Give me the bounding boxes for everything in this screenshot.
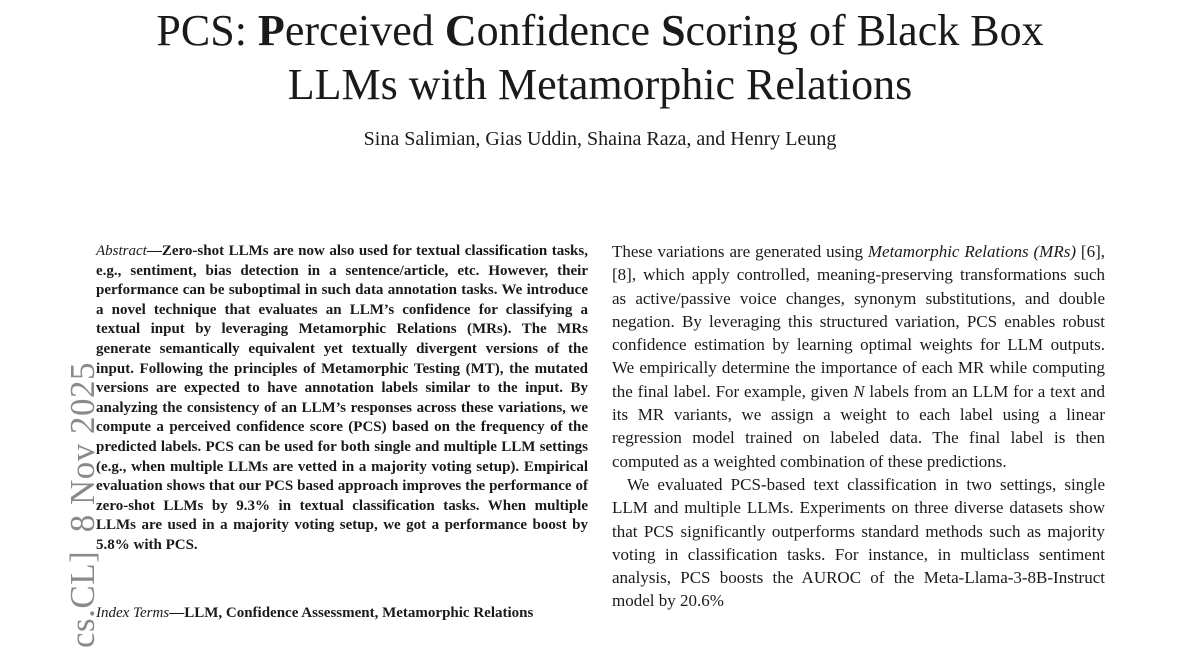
author-list: Sina Salimian, Gias Uddin, Shaina Raza, and Henry Leung (363, 128, 837, 150)
abstract-lead: Abstract (96, 243, 147, 259)
paper-title (0, 4, 1200, 112)
arxiv-side-stamp: cs.CL] 8 Nov 2025 (63, 361, 102, 648)
right-column (612, 240, 1105, 613)
abstract-body: Zero-shot LLMs are now also used for textual classification tasks, e.g., sentiment, bias detection in a sentence/article, etc. However, their performance can be suboptimal in such data annotation tasks. We introduce a novel technique that evaluates an LLM’s confidence for classifying a textual input by leveraging Metamorphic Relations (MRs). The MRs generate semantically equivalent yet textually divergent versions of the input. Following the principles of Metamorphic Testing (MT), the mutated versions are expected to have annotation labels similar to the input. By analyzing the consistency of an LLM’s responses across these variations, we compute a perceived confidence score (PCS) based on the frequency of the predicted labels. PCS can be used for both single and multiple LLM settings (e.g., when multiple LLMs are vetted in a majority voting setup). Empirical evaluation shows that our PCS based approach improves the performance of zero-shot LLMs by 9.3% in textual classification tasks. When multiple LLMs are used in a majority voting setup, we got a performance boost by 5.8% with PCS. (96, 243, 588, 553)
index-terms (96, 604, 588, 623)
title-line-1: PCS: Perceived Confidence Scoring of Black Box (156, 6, 1044, 55)
index-terms-dash: — (169, 605, 185, 621)
index-terms-body: LLM, Confidence Assessment, Metamorphic Relations (184, 605, 534, 621)
index-terms-lead: Index Terms (96, 605, 170, 621)
title-line-2: LLMs with Metamorphic Relations (287, 60, 913, 109)
body-paragraph-2: We evaluated PCS-based text classification in two settings, single LLM and multiple LLMs. Experiments on three diverse datasets show that PCS significantly outperforms standard methods such as majority voting in classification tasks. For instance, in multiclass sentiment analysis, PCS boosts the AUROC of the Meta-Llama-3-8B-Instruct model by 20.6% (612, 474, 1105, 611)
body-paragraph-1: These variations are generated using Metamorphic Relations (MRs) [6], [8], which apply controlled, meaning-preserving transformations such as active/passive voice changes, synonym substitutions, and double negation. By leveraging this structured variation, PCS enables robust confidence estimation by learning optimal weights for LLM outputs. We empirically determine the importance of each MR while computing the final label. For example, given N labels from an LLM for a text and its MR variants, we assign a weight to each label using a linear regression model trained on labeled data. The final label is then computed as a weighted combination of these predictions. (612, 242, 1105, 471)
abstract (96, 242, 588, 556)
abstract-dash: — (146, 243, 162, 259)
